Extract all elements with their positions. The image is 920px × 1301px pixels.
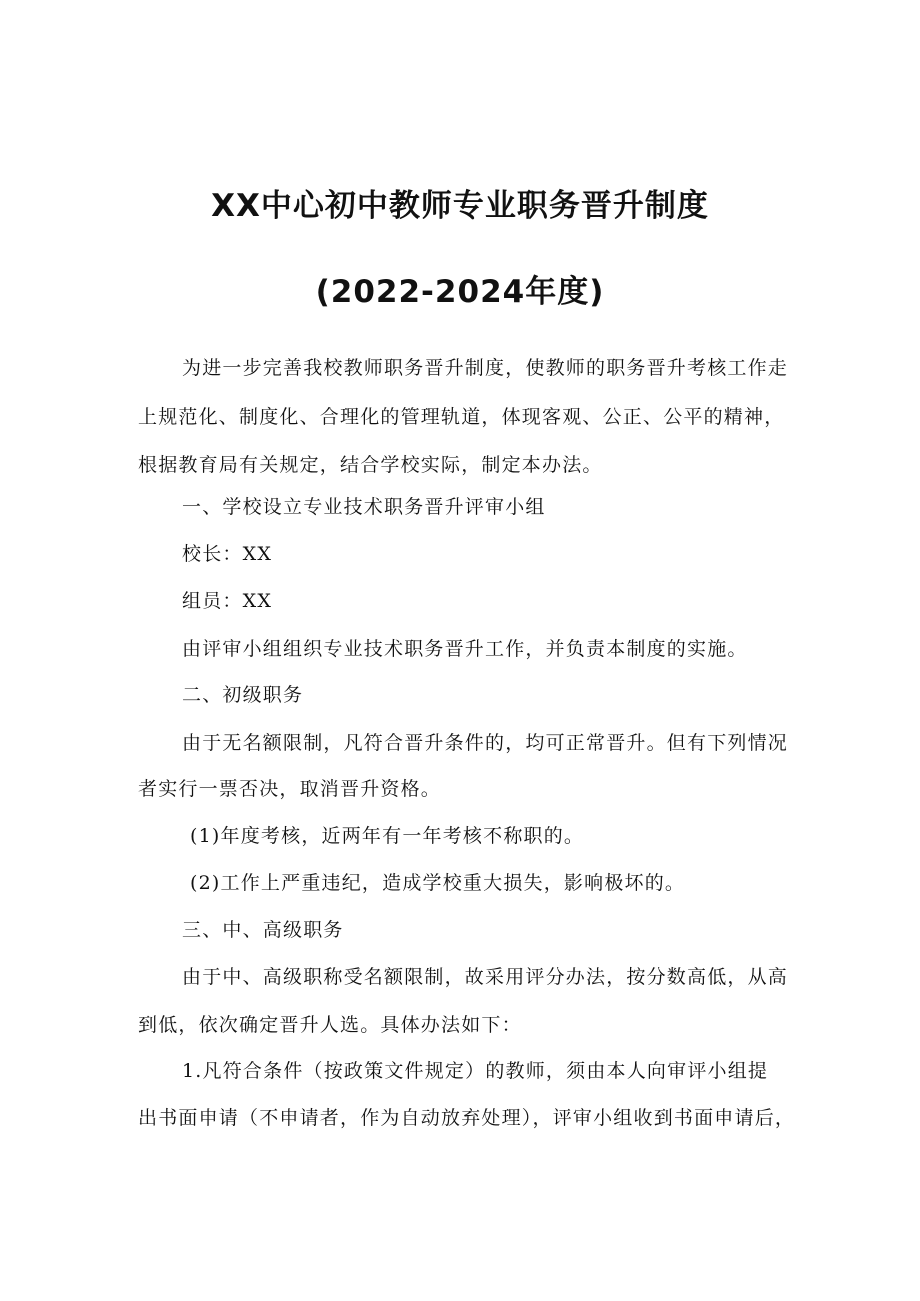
paragraph-line: 上规范化、制度化、合理化的管理轨道，体现客观、公正、公平的精神， (138, 406, 785, 428)
paragraph-line: 根据教育局有关规定，结合学校实际，制定本办法。 (138, 454, 603, 476)
paragraph-line: 为进一步完善我校教师职务晋升制度，使教师的职务晋升考核工作走 (182, 357, 789, 379)
paragraph-line: 校长：XX (182, 543, 273, 565)
paragraph-line: 由于中、高级职称受名额限制，故采用评分办法，按分数高低，从高 (182, 966, 789, 988)
list-item: (2)工作上严重违纪，造成学校重大损失，影响极坏的。 (190, 872, 686, 894)
paragraph-line: 组员：XX (182, 590, 273, 612)
paragraph-line: 由于无名额限制，凡符合晋升条件的，均可正常晋升。但有下列情况 (182, 732, 789, 754)
list-item: 1.凡符合条件（按政策文件规定）的教师，须由本人向审评小组提 (182, 1060, 769, 1082)
document-title: XX中心初中教师专业职务晋升制度 (211, 188, 709, 224)
paragraph-line: 到低，依次确定晋升人选。具体办法如下： (138, 1014, 522, 1036)
document-subtitle: (2022-2024年度) (315, 274, 605, 310)
paragraph-line: 由评审小组组织专业技术职务晋升工作，并负责本制度的实施。 (182, 638, 748, 660)
section-heading: 二、初级职务 (182, 684, 304, 706)
paragraph-line: 出书面申请（不申请者，作为自动放弃处理），评审小组收到书面申请后， (138, 1107, 796, 1129)
list-item: (1)年度考核，近两年有一年考核不称职的。 (190, 825, 585, 847)
section-heading: 一、学校设立专业技术职务晋升评审小组 (182, 496, 546, 518)
section-heading: 三、中、高级职务 (182, 919, 344, 941)
paragraph-line: 者实行一票否决，取消晋升资格。 (138, 778, 442, 800)
